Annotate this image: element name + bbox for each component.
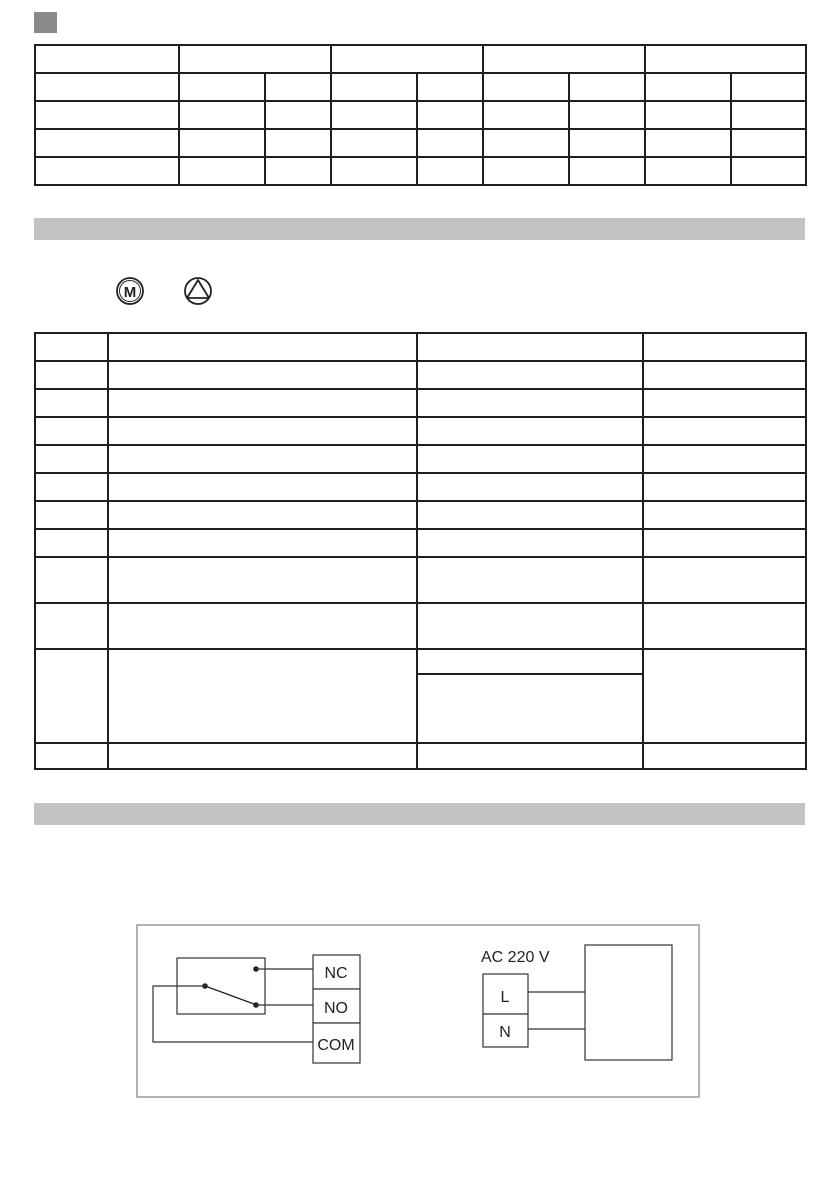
- table-row: [35, 361, 806, 389]
- spec-table: [34, 44, 807, 186]
- table-row: [35, 389, 806, 417]
- table-row: [35, 73, 806, 101]
- table-cell: [35, 45, 179, 73]
- table-row: [35, 557, 806, 603]
- table-cell: [483, 45, 645, 73]
- table-row: [35, 333, 806, 361]
- table-row: [35, 473, 806, 501]
- section-header-bar: [34, 218, 805, 240]
- wiring-diagram: [136, 924, 700, 1098]
- table-row: [35, 445, 806, 473]
- table-row: [35, 157, 806, 185]
- terminal-no-label: NO: [324, 1000, 348, 1017]
- terminal-l-label: L: [500, 989, 510, 1006]
- motor-icon: [114, 276, 146, 306]
- section-marker: [34, 12, 57, 33]
- power-supply-label: AC 220 V: [481, 949, 550, 966]
- table-row: [35, 45, 806, 73]
- table-row: [35, 501, 806, 529]
- table-row: [35, 129, 806, 157]
- table-row: [35, 603, 806, 649]
- terminal-n-label: N: [499, 1024, 511, 1041]
- parameter-table: [34, 332, 807, 770]
- table-row: [35, 743, 806, 769]
- table-cell: [331, 45, 483, 73]
- pump-icon: [181, 276, 215, 306]
- table-row: [35, 101, 806, 129]
- table-row: [35, 417, 806, 445]
- terminal-nc-label: NC: [324, 965, 348, 982]
- table-row: [35, 529, 806, 557]
- terminal-com-label: COM: [317, 1037, 355, 1054]
- table-cell: [645, 45, 806, 73]
- table-cell: [179, 45, 331, 73]
- table-row: [35, 649, 806, 674]
- load-box: [585, 945, 672, 1060]
- svg-text:M: M: [123, 284, 137, 301]
- section-header-bar: [34, 803, 805, 825]
